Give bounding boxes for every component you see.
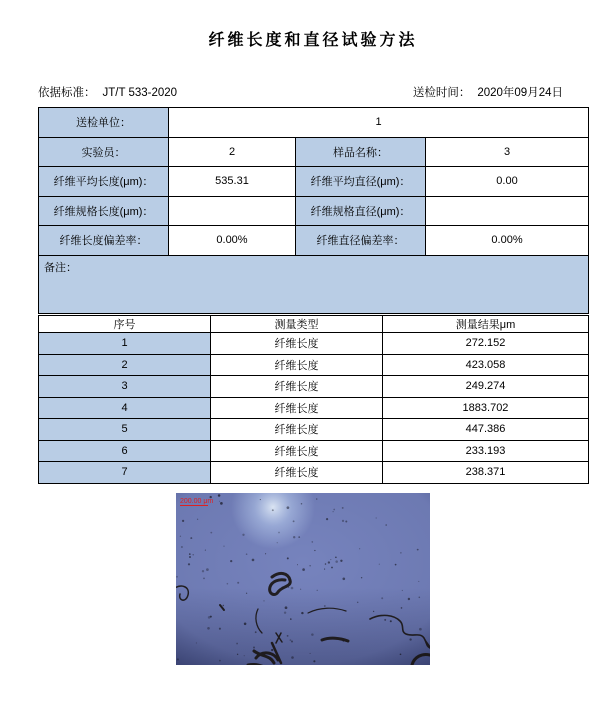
avg-diameter-label-cell: 纤维平均直径(μm)： (296, 167, 426, 197)
standard-label: 依据标准： (38, 87, 96, 99)
standard-reference (38, 84, 177, 100)
operator-label-cell: 实验员： (39, 137, 169, 167)
submission-time (413, 84, 563, 100)
diameter-deviation-label-cell: 纤维直径偏差率： (296, 226, 426, 256)
measure-type-cell: 纤维长度 (211, 419, 383, 441)
length-deviation-label-cell: 纤维长度偏差率： (39, 226, 169, 256)
sample-name-value-cell: 3 (426, 137, 589, 167)
length-deviation-value-cell: 0.00% (169, 226, 296, 256)
measure-result-cell: 238.371 (383, 462, 589, 484)
measure-type-cell: 纤维长度 (211, 354, 383, 376)
spec-diameter-label-cell: 纤维规格直径(μm)： (296, 196, 426, 226)
meta-row (38, 84, 588, 100)
microscope-photo (176, 493, 430, 665)
measure-result-cell: 1883.702 (383, 397, 589, 419)
diameter-deviation-value-cell: 0.00% (426, 226, 589, 256)
spec-length-label-cell: 纤维规格长度(μm)： (39, 196, 169, 226)
col-header-index: 序号 (39, 316, 211, 333)
summary-table (38, 107, 589, 314)
row-index-cell: 3 (39, 376, 211, 398)
row-index-cell: 2 (39, 354, 211, 376)
avg-length-label-cell: 纤维平均长度(μm)： (39, 167, 169, 197)
operator-value-cell: 2 (169, 137, 296, 167)
row-index-cell: 4 (39, 397, 211, 419)
measure-type-cell: 纤维长度 (211, 440, 383, 462)
table-row (39, 137, 589, 167)
avg-length-value-cell: 535.31 (169, 167, 296, 197)
remarks-cell: 备注： (39, 255, 589, 313)
scale-label: 200.00 μm (180, 498, 214, 505)
scale-bar (180, 498, 213, 506)
table-row (39, 462, 589, 484)
table-row (39, 376, 589, 398)
row-index-cell: 5 (39, 419, 211, 441)
table-row (39, 167, 589, 197)
standard-value: JT/T 533-2020 (102, 87, 178, 99)
measure-result-cell: 423.058 (383, 354, 589, 376)
table-row (39, 226, 589, 256)
row-index-cell: 7 (39, 462, 211, 484)
table-row (39, 354, 589, 376)
table-row (39, 440, 589, 462)
page-title: 纤维长度和直径试验方法 (208, 32, 418, 49)
unit-label-cell: 送检单位： (39, 108, 169, 138)
measure-result-cell: 447.386 (383, 419, 589, 441)
time-label: 送检时间： (412, 87, 471, 99)
measure-type-cell: 纤维长度 (211, 376, 383, 398)
measurements-body (39, 333, 589, 484)
row-index-cell: 1 (39, 333, 211, 355)
measurements-table (38, 315, 589, 484)
measure-result-cell: 272.152 (383, 333, 589, 355)
measure-type-cell: 纤维长度 (211, 397, 383, 419)
table-row (39, 196, 589, 226)
avg-diameter-value-cell: 0.00 (426, 167, 589, 197)
row-index-cell: 6 (39, 440, 211, 462)
unit-value-cell: 1 (169, 108, 589, 138)
time-value: 2020年09月24日 (477, 87, 563, 99)
table-header-row (39, 316, 589, 333)
table-row (39, 397, 589, 419)
col-header-type: 测量类型 (211, 316, 383, 333)
table-row (39, 333, 589, 355)
measure-type-cell: 纤维长度 (211, 462, 383, 484)
measure-type-cell: 纤维长度 (211, 333, 383, 355)
spec-diameter-value-cell (426, 196, 589, 226)
col-header-result: 测量结果μm (383, 316, 589, 333)
spec-length-value-cell (169, 196, 296, 226)
table-row (39, 255, 589, 313)
sample-name-label-cell: 样品名称： (296, 137, 426, 167)
table-row (39, 419, 589, 441)
table-row (39, 108, 589, 138)
measure-result-cell: 233.193 (383, 440, 589, 462)
measure-result-cell: 249.274 (383, 376, 589, 398)
